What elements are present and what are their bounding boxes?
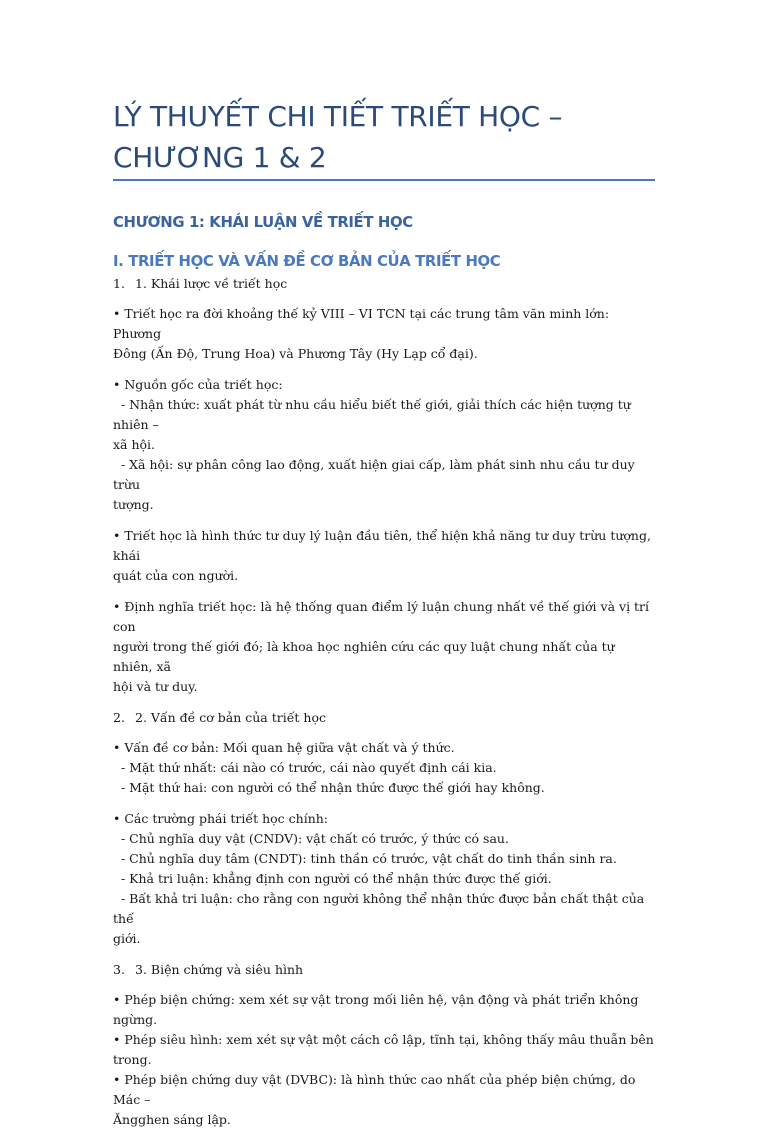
document-title	[113, 96, 655, 178]
text-line: Đông (Ấn Độ, Trung Hoa) và Phương Tây (Hy Lạp cổ đại).	[113, 346, 478, 361]
item-text: 3. Biện chứng và siêu hình	[135, 962, 304, 977]
text-line: quát của con người.	[113, 568, 239, 583]
text-line: hội và tư duy.	[113, 679, 198, 694]
section-heading: I. TRIẾT HỌC VÀ VẤN ĐỀ CƠ BẢN CỦA TRIẾT HỌC	[113, 252, 501, 270]
item-number: 3.	[113, 962, 125, 977]
text-line: • Phép biện chứng duy vật (DVBC): là hình thức cao nhất của phép biện chứng, do Mác –	[113, 1072, 640, 1107]
item-text: 2. Vấn đề cơ bản của triết học	[135, 710, 326, 725]
text-line: - Bất khả tri luận: cho rằng con người không thể nhận thức được bản chất thật của thế	[113, 891, 649, 926]
paragraph-dialectics	[113, 990, 658, 1130]
title-line-1: LÝ THUYẾT CHI TIẾT TRIẾT HỌC –	[113, 100, 563, 133]
paragraph-definition	[113, 597, 658, 697]
text-line: • Triết học là hình thức tư duy lý luận đầu tiên, thể hiện khả năng tư duy trừu tượng, khái	[113, 528, 655, 563]
numbered-item-1	[113, 274, 658, 294]
title-divider	[113, 179, 655, 181]
paragraph-origins	[113, 375, 658, 515]
text-line: • Triết học ra đời khoảng thế kỷ VIII – VI TCN tại các trung tâm văn minh lớn: Phương	[113, 306, 614, 341]
text-line: • Nguồn gốc của triết học:	[113, 377, 283, 392]
text-line: giới.	[113, 931, 141, 946]
text-line: • Phép siêu hình: xem xét sự vật một cách cô lập, tĩnh tại, không thấy mâu thuẫn bên trong.	[113, 1032, 658, 1067]
text-line: • Vấn đề cơ bản: Mối quan hệ giữa vật chất và ý thức.	[113, 740, 455, 755]
paragraph-first-form	[113, 526, 658, 586]
text-line: tượng.	[113, 497, 154, 512]
item-number: 1.	[113, 276, 125, 291]
item-number: 2.	[113, 710, 125, 725]
paragraph-origin-time	[113, 304, 658, 364]
text-line: người trong thế giới đó; là khoa học nghiên cứu các quy luật chung nhất của tự nhiên, xã	[113, 639, 619, 674]
paragraph-schools	[113, 809, 658, 949]
text-line: - Xã hội: sự phân công lao động, xuất hiện giai cấp, làm phát sinh nhu cầu tư duy trừu	[113, 457, 639, 492]
text-line: • Định nghĩa triết học: là hệ thống quan điểm lý luận chung nhất về thế giới và vị trí con	[113, 599, 654, 634]
text-line: - Chủ nghĩa duy vật (CNDV): vật chất có trước, ý thức có sau.	[113, 831, 509, 846]
text-line: • Các trường phái triết học chính:	[113, 811, 329, 826]
text-line: - Nhận thức: xuất phát từ nhu cầu hiểu biết thế giới, giải thích các hiện tượng tự nhiên –	[113, 397, 635, 432]
paragraph-basic-problem	[113, 738, 658, 798]
title-line-2: CHƯƠNG 1 & 2	[113, 141, 327, 174]
chapter-heading: CHƯƠNG 1: KHÁI LUẬN VỀ TRIẾT HỌC	[113, 213, 413, 231]
document-body	[113, 272, 658, 1141]
numbered-item-2	[113, 708, 658, 728]
text-line: - Mặt thứ nhất: cái nào có trước, cái nào quyết định cái kia.	[113, 760, 497, 775]
text-line: Ăngghen sáng lập.	[113, 1112, 231, 1127]
item-text: 1. Khái lược về triết học	[135, 276, 288, 291]
numbered-item-3	[113, 960, 658, 980]
text-line: xã hội.	[113, 437, 156, 452]
text-line: - Khả tri luận: khẳng định con người có thể nhận thức được thế giới.	[113, 871, 552, 886]
text-line: - Chủ nghĩa duy tâm (CNDT): tinh thần có trước, vật chất do tinh thần sinh ra.	[113, 851, 617, 866]
text-line: • Phép biện chứng: xem xét sự vật trong mối liên hệ, vận động và phát triển không ngừng.	[113, 992, 643, 1027]
text-line: - Mặt thứ hai: con người có thể nhận thức được thế giới hay không.	[113, 780, 545, 795]
